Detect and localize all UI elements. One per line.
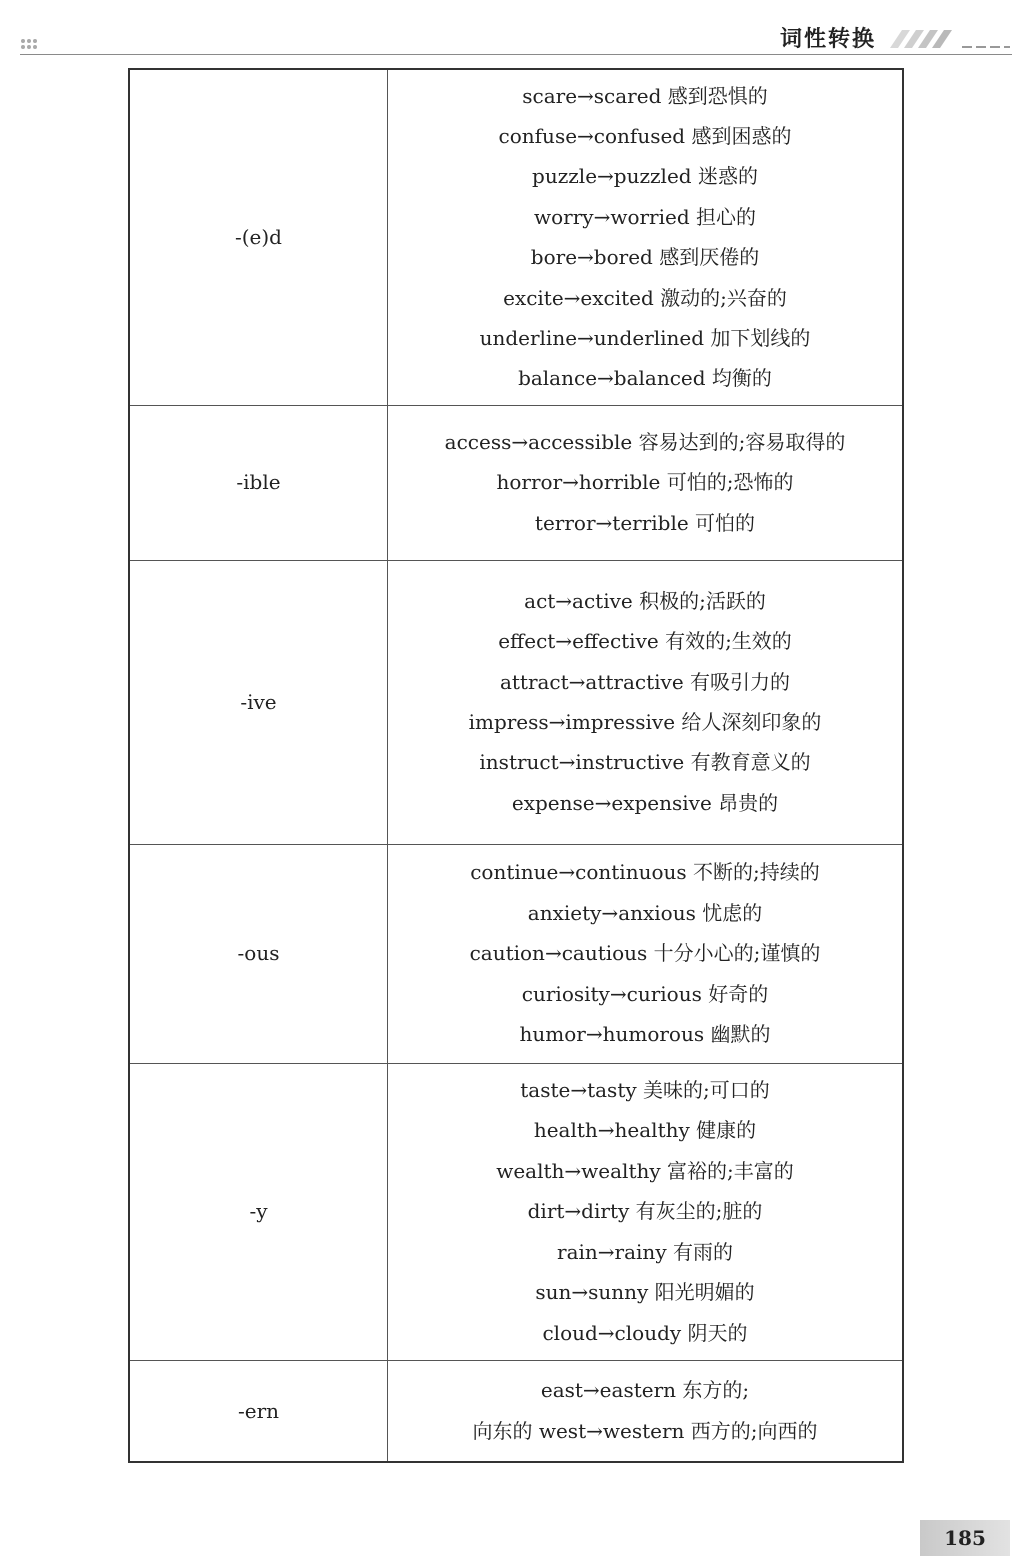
entry-text: act→active 积极的;活跃的 bbox=[524, 588, 766, 613]
entry-text: effect→effective 有效的;生效的 bbox=[498, 629, 792, 654]
suffix-cell: -ible bbox=[129, 405, 388, 560]
table-row bbox=[129, 69, 903, 405]
examples-cell bbox=[388, 405, 904, 560]
entry-text: balance→balanced 均衡的 bbox=[518, 366, 772, 391]
header-rule bbox=[20, 54, 1012, 55]
entry-text: continue→continuous 不断的;持续的 bbox=[470, 860, 820, 885]
entry-text: excite→excited 激动的;兴奋的 bbox=[503, 285, 787, 310]
entry-text: instruct→instructive 有教育意义的 bbox=[479, 750, 811, 775]
entry-text: curiosity→curious 好奇的 bbox=[521, 981, 769, 1006]
entry-text: sun→sunny 阳光明媚的 bbox=[535, 1280, 755, 1305]
table-row bbox=[129, 1063, 903, 1360]
suffix-cell: -ous bbox=[129, 844, 388, 1063]
entry-text: bore→bored 感到厌倦的 bbox=[530, 245, 760, 270]
suffix-cell: -ive bbox=[129, 560, 388, 844]
suffix-cell: -(e)d bbox=[129, 69, 388, 405]
entry-text: humor→humorous 幽默的 bbox=[519, 1022, 771, 1047]
table-row bbox=[129, 844, 903, 1063]
suffix-cell: -y bbox=[129, 1063, 388, 1360]
examples-cell bbox=[388, 560, 904, 844]
slash-decoration-icon bbox=[880, 28, 1010, 50]
entry-text: wealth→wealthy 富裕的;丰富的 bbox=[496, 1158, 794, 1183]
entry-text: underline→underlined 加下划线的 bbox=[479, 326, 811, 351]
table-row bbox=[129, 560, 903, 844]
page-title: 词性转换 bbox=[779, 27, 876, 52]
entry-text: rain→rainy 有雨的 bbox=[557, 1239, 733, 1264]
entry-text: confuse→confused 感到困惑的 bbox=[498, 124, 792, 149]
entry-text: caution→cautious 十分小心的;谨慎的 bbox=[469, 941, 821, 966]
entry-text: health→healthy 健康的 bbox=[533, 1118, 757, 1143]
entry-text: east→eastern 东方的; bbox=[540, 1378, 750, 1403]
suffix-cell: -ern bbox=[129, 1360, 388, 1462]
examples-cell bbox=[388, 1360, 904, 1462]
entry-text: access→accessible 容易达到的;容易取得的 bbox=[444, 429, 846, 454]
dots-icon bbox=[20, 38, 42, 50]
entry-text: taste→tasty 美味的;可口的 bbox=[520, 1078, 770, 1103]
entry-text: anxiety→anxious 忧虑的 bbox=[527, 900, 763, 925]
entry-text: scare→scared 感到恐惧的 bbox=[522, 83, 768, 108]
entry-text: cloud→cloudy 阴天的 bbox=[542, 1320, 748, 1345]
examples-cell bbox=[388, 69, 904, 405]
entry-text: expense→expensive 昂贵的 bbox=[511, 790, 779, 815]
entry-text: impress→impressive 给人深刻印象的 bbox=[468, 710, 822, 734]
examples-cell bbox=[388, 1063, 904, 1360]
table-row bbox=[129, 1360, 903, 1462]
table-row bbox=[129, 405, 903, 560]
page-number: 185 bbox=[920, 1520, 1010, 1556]
entry-text: dirt→dirty 有灰尘的;脏的 bbox=[527, 1199, 763, 1224]
entry-text: worry→worried 担心的 bbox=[533, 204, 756, 229]
entry-text: 向东的 west→western 西方的;向西的 bbox=[472, 1418, 818, 1443]
entry-text: horror→horrible 可怕的;恐怖的 bbox=[496, 470, 794, 495]
entry-text: attract→attractive 有吸引力的 bbox=[499, 669, 791, 694]
entry-text: terror→terrible 可怕的 bbox=[534, 510, 756, 535]
word-formation-table bbox=[128, 68, 904, 1463]
examples-cell bbox=[388, 844, 904, 1063]
entry-text: puzzle→puzzled 迷惑的 bbox=[532, 164, 758, 189]
